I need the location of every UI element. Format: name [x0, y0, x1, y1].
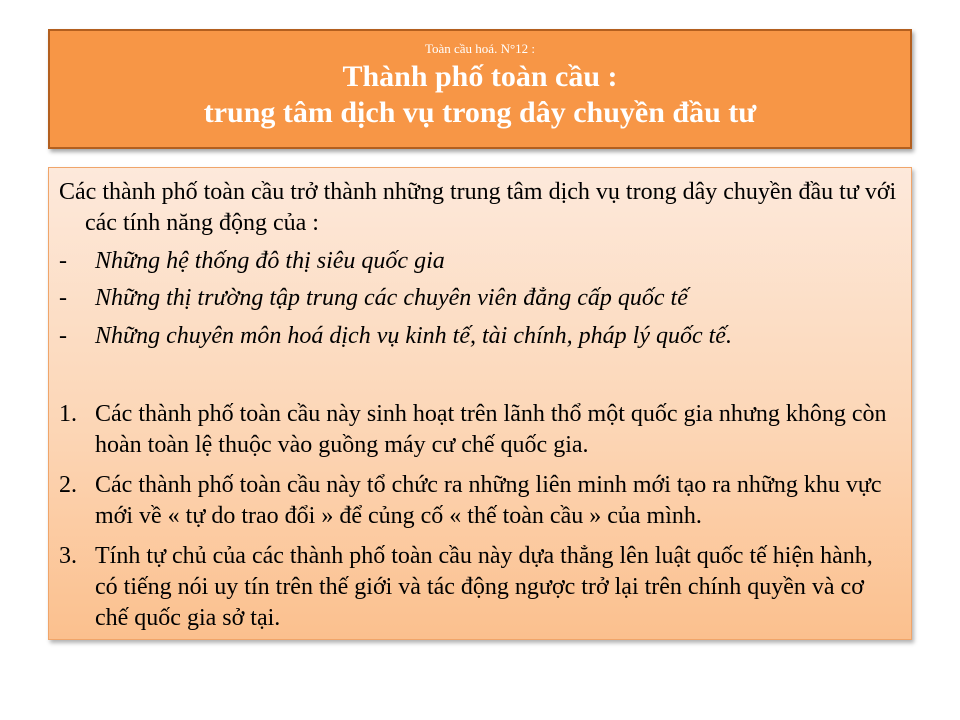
- numbered-item: [59, 541, 899, 634]
- numbered-item: [59, 470, 899, 532]
- bullet-mark: -: [59, 248, 67, 274]
- numbered-item: [59, 399, 899, 461]
- slide-title-line-2: trung tâm dịch vụ trong dây chuyền đầu tư: [203, 96, 757, 129]
- numbered-text: Các thành phố toàn cầu này tổ chức ra những liên minh mới tạo ra những khu vực mới về « tự do trao đổi » để củng cố « thế toàn cầu » của mình.: [95, 472, 882, 529]
- bullet-item: [59, 283, 899, 314]
- slide-title-line-1: Thành phố toàn cầu :: [342, 60, 618, 93]
- number-mark: 1.: [59, 401, 77, 427]
- bullet-mark: -: [59, 285, 67, 311]
- bullet-text: Những chuyên môn hoá dịch vụ kinh tế, tài chính, pháp lý quốc tế.: [95, 323, 732, 349]
- bullet-mark: -: [59, 323, 67, 349]
- title-box: [48, 29, 912, 149]
- numbered-text: Các thành phố toàn cầu này sinh hoạt trên lãnh thổ một quốc gia nhưng không còn hoàn toàn lệ thuộc vào guồng máy cư chế quốc gia.: [95, 401, 887, 458]
- bullet-item: [59, 321, 899, 352]
- slide-title: [50, 59, 910, 131]
- number-mark: 2.: [59, 472, 77, 498]
- bullet-item: [59, 246, 899, 277]
- bullet-text: Những thị trường tập trung các chuyên viên đẳng cấp quốc tế: [95, 285, 688, 311]
- bullet-text: Những hệ thống đô thị siêu quốc gia: [95, 248, 445, 274]
- numbered-text: Tính tự chủ của các thành phố toàn cầu này dựa thẳng lên luật quốc tế hiện hành, có tiếng nói uy tín trên thế giới và tác động ngược trở lại trên chính quyền và cơ chế quốc gia sở tại.: [95, 543, 873, 631]
- number-mark: 3.: [59, 543, 77, 569]
- slide-subtitle: Toàn cầu hoá. N°12 :: [424, 41, 536, 56]
- content-box: [48, 167, 912, 640]
- intro-paragraph: Các thành phố toàn cầu trở thành những trung tâm dịch vụ trong dây chuyền đầu tư với các tính năng động của :: [59, 179, 897, 236]
